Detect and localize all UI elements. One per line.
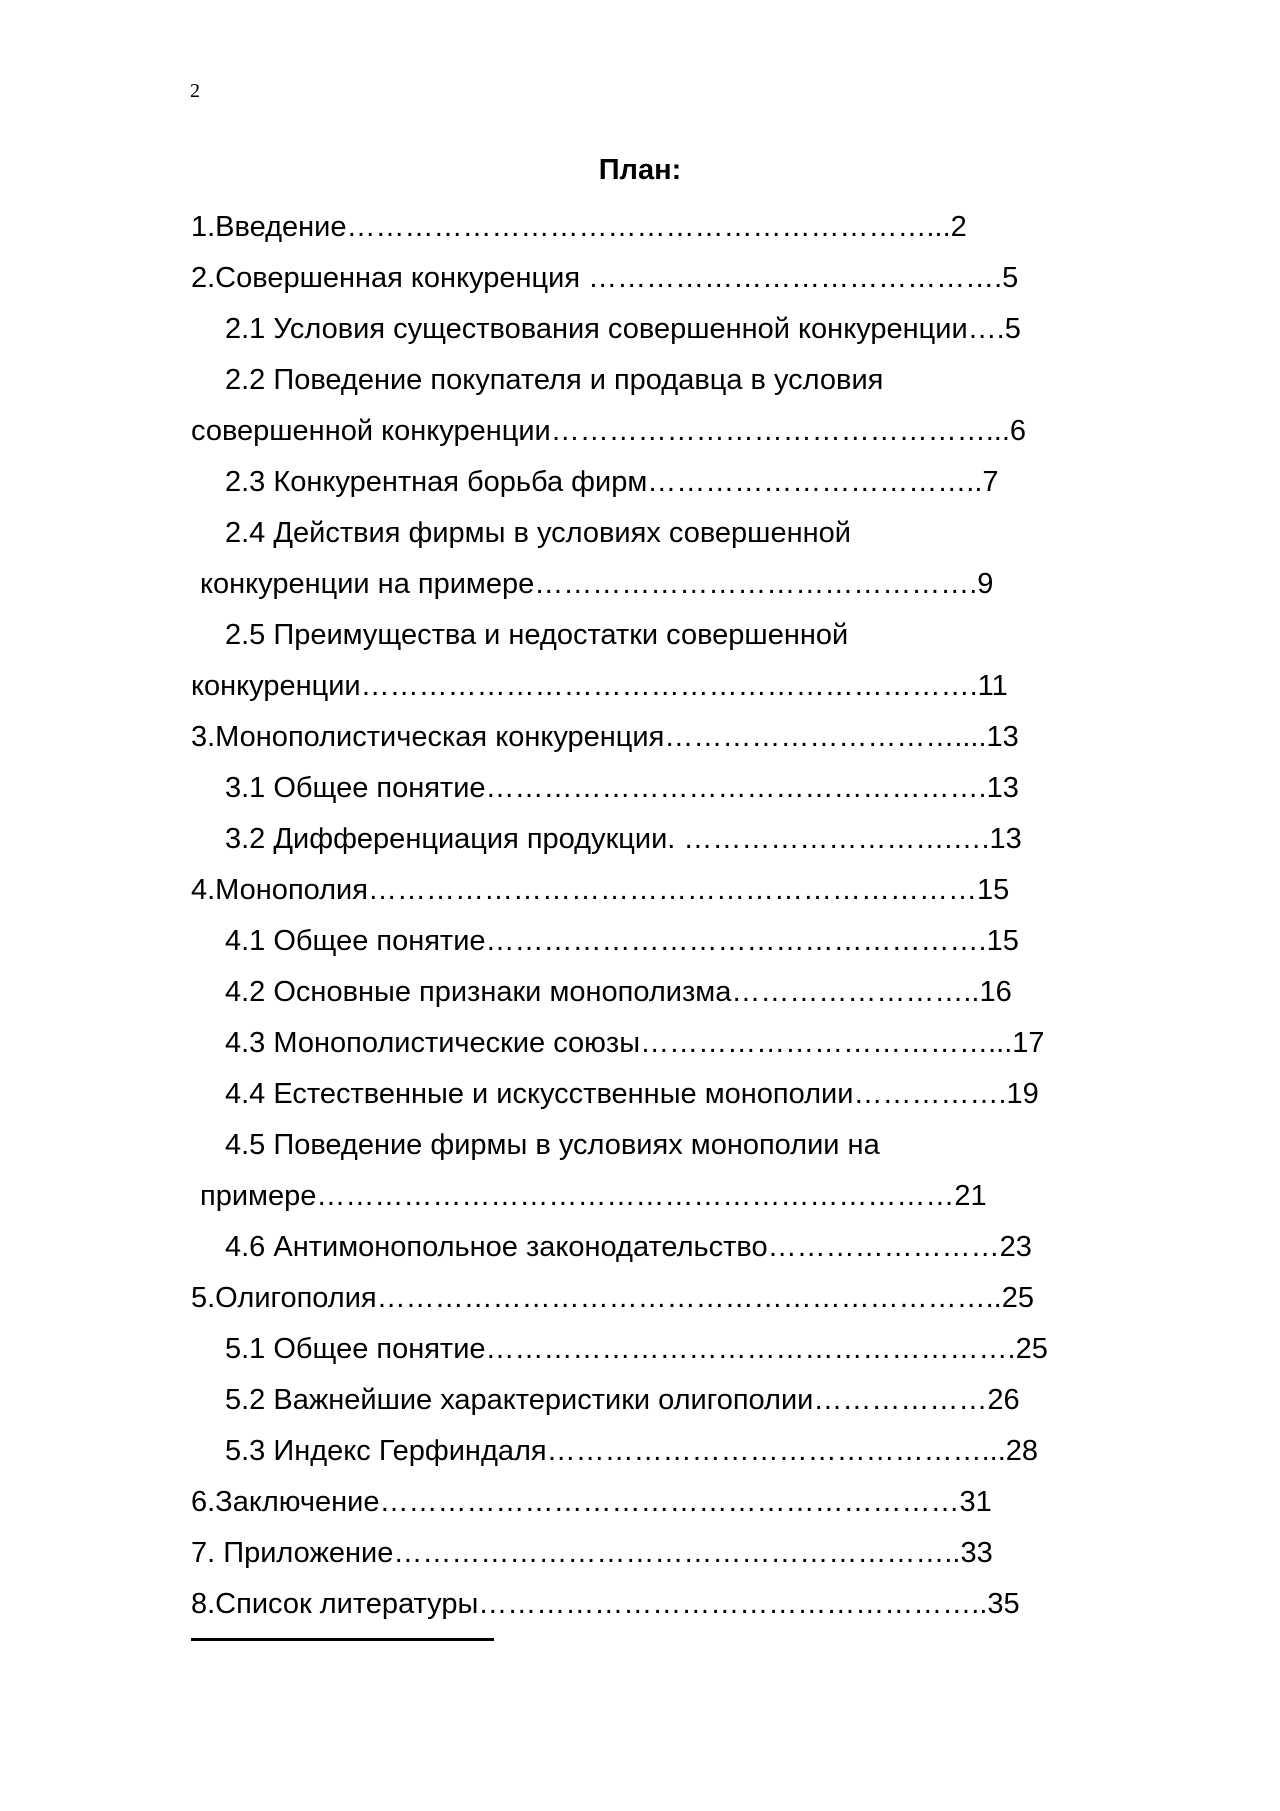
toc-entry: 5.1 Общее понятие……………………………………………….25 (225, 1333, 1048, 1365)
footnote-separator (191, 1638, 494, 1641)
toc-entry: совершенной конкуренции………………………………………...6 (191, 415, 1027, 447)
toc-entry: 2.Совершенная конкуренция …………………………………….5 (191, 262, 1019, 294)
toc-entry: 4.2 Основные признаки монополизма……………………..16 (225, 976, 1012, 1008)
toc-entry: 3.2 Дифференциация продукции. ……………………….….13 (225, 823, 1022, 855)
toc-entry: конкуренции……………………………………………………….11 (191, 670, 1008, 702)
page-number: 2 (190, 80, 200, 102)
page-title: План: (598, 154, 682, 186)
toc-entry: 5.2 Важнейшие характеристики олигополии………………26 (225, 1384, 1020, 1416)
toc-entry: 1.Введение……………………………………………………...2 (191, 211, 967, 243)
toc-entry: 8.Список литературы……………………………………………..35 (191, 1588, 1020, 1620)
toc-entry: 4.1 Общее понятие…………………………………………….15 (225, 925, 1019, 957)
toc-entry: 2.5 Преимущества и недостатки совершенной (225, 619, 849, 651)
toc-entry: 4.6 Антимонопольное законодательство……………………23 (225, 1231, 1032, 1263)
toc-entry: 2.4 Действия фирмы в условиях совершенной (225, 517, 851, 549)
toc-entry: 5.Олигополия………………………………………………………..25 (191, 1282, 1034, 1314)
toc-entry: 2.1 Условия существования совершенной конкуренции….5 (225, 313, 1021, 345)
table-of-contents (191, 202, 1091, 1630)
toc-entry: 2.2 Поведение покупателя и продавца в условия (225, 364, 884, 396)
toc-entry: 4.3 Монополистические союзы………………………………...17 (225, 1027, 1045, 1059)
toc-entry: 3.Монополистическая конкуренция…………………………....13 (191, 721, 1019, 753)
toc-entry: 5.3 Индекс Герфиндаля………………………………………...28 (225, 1435, 1039, 1467)
toc-entry: примере…………………………………………………………21 (200, 1180, 987, 1212)
toc-entry: 4.5 Поведение фирмы в условиях монополии на (225, 1129, 880, 1161)
toc-entry: конкуренции на примере……………………………………….9 (200, 568, 994, 600)
toc-entry: 6.Заключение……………………………………………………31 (191, 1486, 992, 1518)
toc-entry: 4.Монополия………………………………………………………15 (191, 874, 1010, 906)
toc-entry: 7. Приложение…………………………………………………..33 (191, 1537, 993, 1569)
toc-entry: 3.1 Общее понятие…………………………………………….13 (225, 772, 1019, 804)
toc-entry: 4.4 Естественные и искусственные монополии…………….19 (225, 1078, 1039, 1110)
toc-entry: 2.3 Конкурентная борьба фирм……………………………..7 (225, 466, 999, 498)
